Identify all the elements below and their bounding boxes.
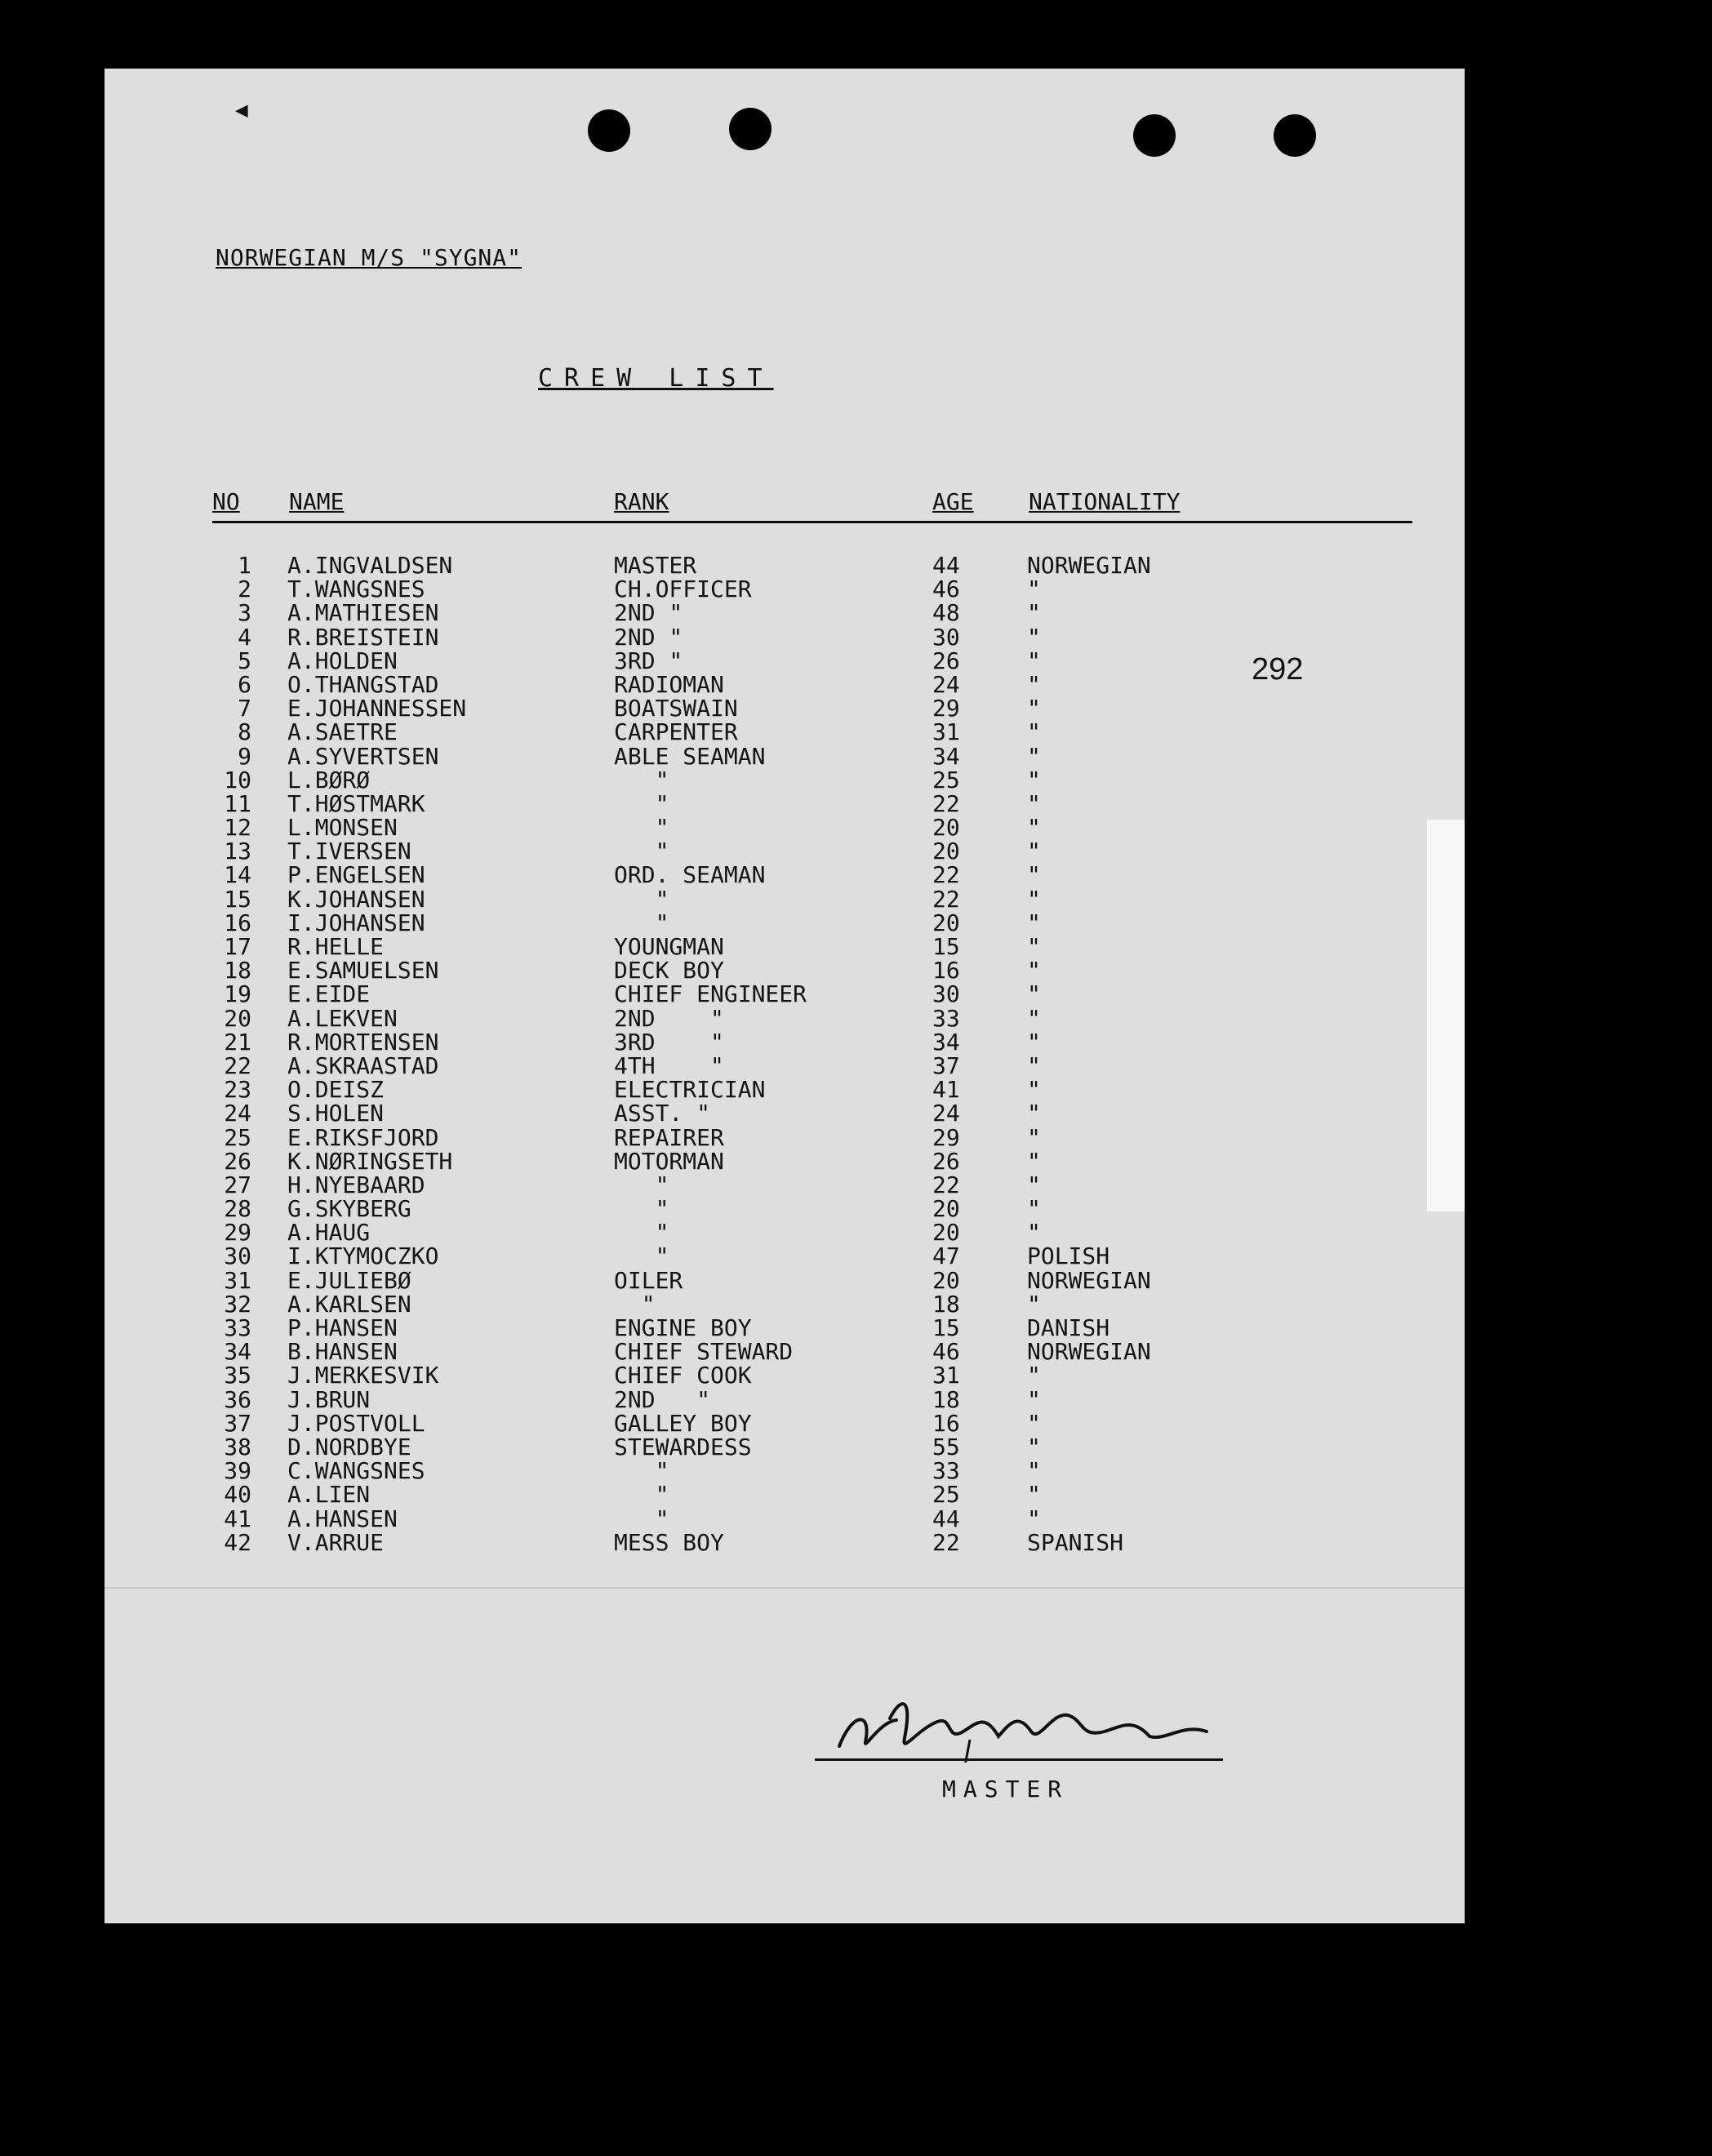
table-row [104, 1076, 1465, 1104]
table-row [104, 887, 1465, 911]
crew-name: J.BRUN [287, 1385, 371, 1413]
crew-no: 10 [224, 766, 251, 793]
crew-nationality: " [1027, 576, 1041, 603]
crew-no: 25 [224, 1123, 251, 1151]
crew-nationality: NORWEGIAN [1027, 1338, 1151, 1366]
crew-no: 28 [224, 1195, 251, 1223]
table-row [104, 814, 1465, 842]
table-row [104, 957, 1465, 985]
crew-age: 18 [932, 1385, 960, 1413]
crew-no: 32 [224, 1290, 251, 1318]
crew-no: 22 [224, 1051, 251, 1079]
crew-rank: CHIEF COOK [614, 1362, 752, 1389]
table-row [104, 911, 1465, 935]
crew-nationality: " [1027, 1076, 1041, 1104]
handwritten-signature [823, 1673, 1231, 1763]
crew-nationality: DANISH [1027, 1314, 1110, 1341]
crew-no: 6 [238, 670, 251, 698]
crew-rank: " [614, 1171, 669, 1198]
crew-name: A.HANSEN [287, 1505, 398, 1532]
crew-name: E.JULIEBØ [287, 1266, 411, 1294]
crew-name: A.SYVERTSEN [287, 742, 439, 770]
table-row [104, 1435, 1465, 1459]
ship-title: NORWEGIAN M/S "SYGNA" [216, 244, 522, 271]
crew-no: 33 [224, 1314, 251, 1341]
table-row [104, 1123, 1465, 1151]
crew-no: 4 [238, 623, 251, 651]
crew-age: 20 [932, 814, 960, 842]
crew-name: T.HØSTMARK [287, 789, 425, 817]
crew-age: 41 [932, 1076, 960, 1104]
crew-age: 44 [932, 552, 960, 579]
crew-rank: MASTER [614, 552, 697, 579]
table-row [104, 553, 1465, 577]
table-row [104, 935, 1465, 958]
crew-age: 20 [932, 909, 960, 936]
crew-rank: 3RD " [614, 1028, 724, 1056]
crew-age: 48 [932, 599, 960, 627]
crew-rank: ORD. SEAMAN [614, 861, 766, 889]
crew-name: A.MATHIESEN [287, 599, 439, 627]
table-row [104, 577, 1465, 601]
crew-age: 25 [932, 1481, 960, 1509]
crew-no: 35 [224, 1362, 251, 1389]
crew-nationality: " [1027, 670, 1041, 698]
crew-rank: CHIEF STEWARD [614, 1338, 794, 1366]
crew-nationality: " [1027, 885, 1041, 913]
crew-nationality: NORWEGIAN [1027, 552, 1151, 579]
crew-no: 11 [224, 789, 251, 817]
table-row [104, 625, 1465, 649]
crew-age: 20 [932, 1219, 960, 1247]
crew-nationality: " [1027, 599, 1041, 627]
crew-nationality: " [1027, 980, 1041, 1008]
table-row [104, 696, 1465, 720]
crew-nationality: " [1027, 1385, 1041, 1413]
crew-nationality: " [1027, 1123, 1041, 1151]
crew-name: G.SKYBERG [287, 1195, 411, 1223]
crew-age: 47 [932, 1242, 960, 1270]
crew-rank: 2ND " [614, 1385, 711, 1413]
crew-no: 37 [224, 1409, 251, 1437]
crew-name: T.WANGSNES [287, 576, 425, 603]
crew-nationality: " [1027, 861, 1041, 889]
crew-nationality: " [1027, 789, 1041, 817]
crew-no: 40 [224, 1481, 251, 1509]
crew-nationality: " [1027, 909, 1041, 936]
crew-age: 26 [932, 1147, 960, 1175]
crew-age: 26 [932, 647, 960, 674]
crew-age: 20 [932, 1195, 960, 1223]
crew-name: A.LIEN [287, 1481, 371, 1509]
crew-nationality: " [1027, 1004, 1041, 1032]
crew-rank: YOUNGMAN [614, 933, 724, 960]
crew-name: A.HAUG [287, 1219, 371, 1247]
crew-rank: GALLEY BOY [614, 1409, 752, 1437]
crew-nationality: " [1027, 623, 1041, 651]
crew-name: E.EIDE [287, 980, 371, 1008]
table-row [104, 1385, 1465, 1413]
crew-name: A.HOLDEN [287, 647, 398, 674]
crew-name: J.POSTVOLL [287, 1409, 425, 1437]
crew-no: 8 [238, 718, 251, 746]
crew-nationality: NORWEGIAN [1027, 1266, 1151, 1294]
crew-rank: " [614, 766, 669, 793]
punch-hole [1133, 114, 1176, 157]
crew-no: 38 [224, 1433, 251, 1460]
crew-no: 29 [224, 1219, 251, 1247]
crew-name: I.JOHANSEN [287, 909, 425, 936]
crew-nationality: " [1027, 1433, 1041, 1460]
crew-no: 9 [238, 742, 251, 770]
crew-nationality: " [1027, 1028, 1041, 1056]
crew-rank: MOTORMAN [614, 1147, 724, 1175]
crew-age: 55 [932, 1433, 960, 1460]
crew-age: 18 [932, 1290, 960, 1318]
table-row [104, 1528, 1465, 1556]
table-row [104, 1149, 1465, 1173]
crew-rank: BOATSWAIN [614, 695, 738, 722]
crew-age: 24 [932, 1100, 960, 1127]
crew-rank: ELECTRICIAN [614, 1076, 766, 1104]
crew-age: 22 [932, 861, 960, 889]
table-row [104, 1292, 1465, 1316]
crew-no: 34 [224, 1338, 251, 1366]
crew-name: L.BØRØ [287, 766, 371, 793]
crew-no: 23 [224, 1076, 251, 1104]
table-row [104, 768, 1465, 792]
crew-no: 18 [224, 957, 251, 985]
table-row [104, 601, 1465, 625]
crew-rank: ENGINE BOY [614, 1314, 752, 1341]
crew-age: 22 [932, 885, 960, 913]
crew-age: 34 [932, 1028, 960, 1056]
crew-age: 20 [932, 838, 960, 865]
crew-rank: " [614, 1290, 656, 1318]
table-row [104, 1316, 1465, 1340]
crew-age: 22 [932, 1171, 960, 1198]
crew-age: 34 [932, 742, 960, 770]
crew-rank: STEWARDESS [614, 1433, 752, 1460]
crew-rank: CH.OFFICER [614, 576, 752, 603]
crew-rank: " [614, 789, 669, 817]
crew-nationality: " [1027, 1481, 1041, 1509]
crew-name: B.HANSEN [287, 1338, 398, 1366]
corner-mark-icon: ◀ [235, 98, 248, 122]
table-row [104, 670, 1465, 698]
crew-name: O.DEISZ [287, 1076, 385, 1104]
crew-age: 15 [932, 933, 960, 960]
crew-rank: ASST. " [614, 1100, 711, 1127]
crew-name: T.IVERSEN [287, 838, 411, 865]
crew-rank: " [614, 1242, 669, 1270]
table-row [104, 1459, 1465, 1483]
crew-nationality: " [1027, 957, 1041, 985]
crew-name: P.ENGELSEN [287, 861, 425, 889]
punch-hole [1274, 114, 1316, 157]
crew-name: J.MERKESVIK [287, 1362, 439, 1389]
signature-role: MASTER [942, 1776, 1069, 1803]
crew-no: 21 [224, 1028, 251, 1056]
table-row [104, 1481, 1465, 1509]
crew-name: R.MORTENSEN [287, 1028, 439, 1056]
crew-age: 30 [932, 623, 960, 651]
crew-name: A.SAETRE [287, 718, 398, 746]
crew-no: 26 [224, 1147, 251, 1175]
crew-nationality: " [1027, 1147, 1041, 1175]
table-row [104, 1219, 1465, 1247]
crew-no: 5 [238, 647, 251, 674]
table-row [104, 1411, 1465, 1435]
list-title: CREW LIST [538, 364, 774, 393]
table-row [104, 1004, 1465, 1032]
page-number: 292 [1252, 652, 1304, 687]
crew-nationality: POLISH [1027, 1242, 1110, 1270]
crew-nationality: " [1027, 1362, 1041, 1389]
crew-name: S.HOLEN [287, 1100, 385, 1127]
crew-rank: CHIEF ENGINEER [614, 980, 807, 1008]
crew-nationality: " [1027, 1290, 1041, 1318]
table-row [104, 1363, 1465, 1387]
crew-nationality: SPANISH [1027, 1528, 1124, 1556]
crew-no: 30 [224, 1242, 251, 1270]
crew-name: R.HELLE [287, 933, 385, 960]
crew-name: K.NØRINGSETH [287, 1147, 453, 1175]
crew-rank: 2ND " [614, 1004, 724, 1032]
crew-age: 29 [932, 1123, 960, 1151]
crew-rank: " [614, 814, 669, 842]
crew-age: 31 [932, 718, 960, 746]
table-row [104, 720, 1465, 744]
crew-no: 19 [224, 980, 251, 1008]
crew-name: D.NORDBYE [287, 1433, 411, 1460]
crew-rank: 2ND " [614, 623, 683, 651]
crew-age: 22 [932, 789, 960, 817]
crew-rank: DECK BOY [614, 957, 724, 985]
crew-name: I.KTYMOCZKO [287, 1242, 439, 1270]
crew-no: 39 [224, 1457, 251, 1485]
document-page [104, 69, 1465, 1923]
crew-name: R.BREISTEIN [287, 623, 439, 651]
crew-name: E.RIKSFJORD [287, 1123, 439, 1151]
table-row [104, 1266, 1465, 1294]
crew-nationality: " [1027, 814, 1041, 842]
signature-line [815, 1758, 1223, 1761]
crew-name: O.THANGSTAD [287, 670, 439, 698]
crew-age: 46 [932, 1338, 960, 1366]
crew-rank: MESS BOY [614, 1528, 724, 1556]
crew-rank: " [614, 838, 669, 865]
crew-rank: " [614, 1457, 669, 1485]
crew-rank: ABLE SEAMAN [614, 742, 766, 770]
crew-nationality: " [1027, 933, 1041, 960]
crew-no: 42 [224, 1528, 251, 1556]
header-rank: RANK [614, 488, 669, 515]
signature-block [807, 1673, 1231, 1803]
crew-rank: " [614, 909, 669, 936]
crew-nationality: " [1027, 695, 1041, 722]
crew-no: 3 [238, 599, 251, 627]
crew-no: 12 [224, 814, 251, 842]
table-row [104, 1173, 1465, 1197]
table-row [104, 1507, 1465, 1531]
table-row [104, 982, 1465, 1006]
crew-no: 15 [224, 885, 251, 913]
crew-nationality: " [1027, 1505, 1041, 1532]
crew-name: L.MONSEN [287, 814, 398, 842]
table-row [104, 839, 1465, 863]
crew-no: 17 [224, 933, 251, 960]
crew-rank: OILER [614, 1266, 683, 1294]
crew-nationality: " [1027, 1195, 1041, 1223]
crew-nationality: " [1027, 647, 1041, 674]
crew-no: 13 [224, 838, 251, 865]
crew-nationality: " [1027, 1100, 1041, 1127]
crew-nationality: " [1027, 718, 1041, 746]
crew-no: 41 [224, 1505, 251, 1532]
crew-no: 24 [224, 1100, 251, 1127]
crew-no: 1 [238, 552, 251, 579]
crew-age: 33 [932, 1004, 960, 1032]
crew-no: 27 [224, 1171, 251, 1198]
crew-nationality: " [1027, 1409, 1041, 1437]
table-row [104, 1338, 1465, 1366]
crew-name: E.JOHANNESSEN [287, 695, 467, 722]
crew-name: E.SAMUELSEN [287, 957, 439, 985]
table-row [104, 1244, 1465, 1268]
crew-rank: " [614, 885, 669, 913]
crew-name: A.SKRAASTAD [287, 1051, 439, 1079]
crew-age: 15 [932, 1314, 960, 1341]
crew-no: 2 [238, 576, 251, 603]
crew-rank: 4TH " [614, 1051, 724, 1079]
crew-name: A.INGVALDSEN [287, 552, 453, 579]
crew-name: V.ARRUE [287, 1528, 385, 1556]
crew-nationality: " [1027, 1051, 1041, 1079]
crew-age: 24 [932, 670, 960, 698]
crew-nationality: " [1027, 766, 1041, 793]
crew-nationality: " [1027, 1457, 1041, 1485]
header-age: AGE [932, 488, 974, 515]
crew-no: 20 [224, 1004, 251, 1032]
crew-age: 20 [932, 1266, 960, 1294]
crew-nationality: " [1027, 838, 1041, 865]
table-row [104, 742, 1465, 770]
header-name: NAME [289, 488, 345, 515]
crew-no: 31 [224, 1266, 251, 1294]
table-row [104, 649, 1465, 673]
crew-nationality: " [1027, 1171, 1041, 1198]
header-nationality: NATIONALITY [1029, 488, 1181, 515]
crew-age: 22 [932, 1528, 960, 1556]
crew-name: A.LEKVEN [287, 1004, 398, 1032]
crew-table [104, 553, 1465, 1554]
table-row [104, 789, 1465, 817]
crew-age: 33 [932, 1457, 960, 1485]
crew-age: 16 [932, 957, 960, 985]
crew-age: 30 [932, 980, 960, 1008]
header-no: NO [212, 488, 240, 515]
crew-name: K.JOHANSEN [287, 885, 425, 913]
crew-rank: " [614, 1481, 669, 1509]
crew-rank: CARPENTER [614, 718, 738, 746]
table-row [104, 1051, 1465, 1079]
punch-hole [588, 109, 630, 152]
crew-rank: " [614, 1195, 669, 1223]
crew-age: 31 [932, 1362, 960, 1389]
crew-age: 37 [932, 1051, 960, 1079]
crew-name: P.HANSEN [287, 1314, 398, 1341]
table-row [104, 1195, 1465, 1223]
crew-rank: " [614, 1219, 669, 1247]
crew-age: 46 [932, 576, 960, 603]
crew-rank: " [614, 1505, 669, 1532]
crew-no: 14 [224, 861, 251, 889]
punch-hole [729, 108, 772, 150]
crew-name: H.NYEBAARD [287, 1171, 425, 1198]
crew-no: 16 [224, 909, 251, 936]
crew-no: 7 [238, 695, 251, 722]
table-row [104, 863, 1465, 887]
crew-no: 36 [224, 1385, 251, 1413]
table-row [104, 1101, 1465, 1125]
crew-name: A.KARLSEN [287, 1290, 411, 1318]
crew-rank: 2ND " [614, 599, 683, 627]
crew-nationality: " [1027, 742, 1041, 770]
crew-rank: RADIOMAN [614, 670, 724, 698]
table-header [212, 485, 1412, 523]
crew-age: 16 [932, 1409, 960, 1437]
crew-nationality: " [1027, 1219, 1041, 1247]
crew-rank: 3RD " [614, 647, 683, 674]
crew-age: 29 [932, 695, 960, 722]
crew-age: 44 [932, 1505, 960, 1532]
crew-name: C.WANGSNES [287, 1457, 425, 1485]
crew-age: 25 [932, 766, 960, 793]
table-row [104, 1030, 1465, 1054]
crew-rank: REPAIRER [614, 1123, 724, 1151]
